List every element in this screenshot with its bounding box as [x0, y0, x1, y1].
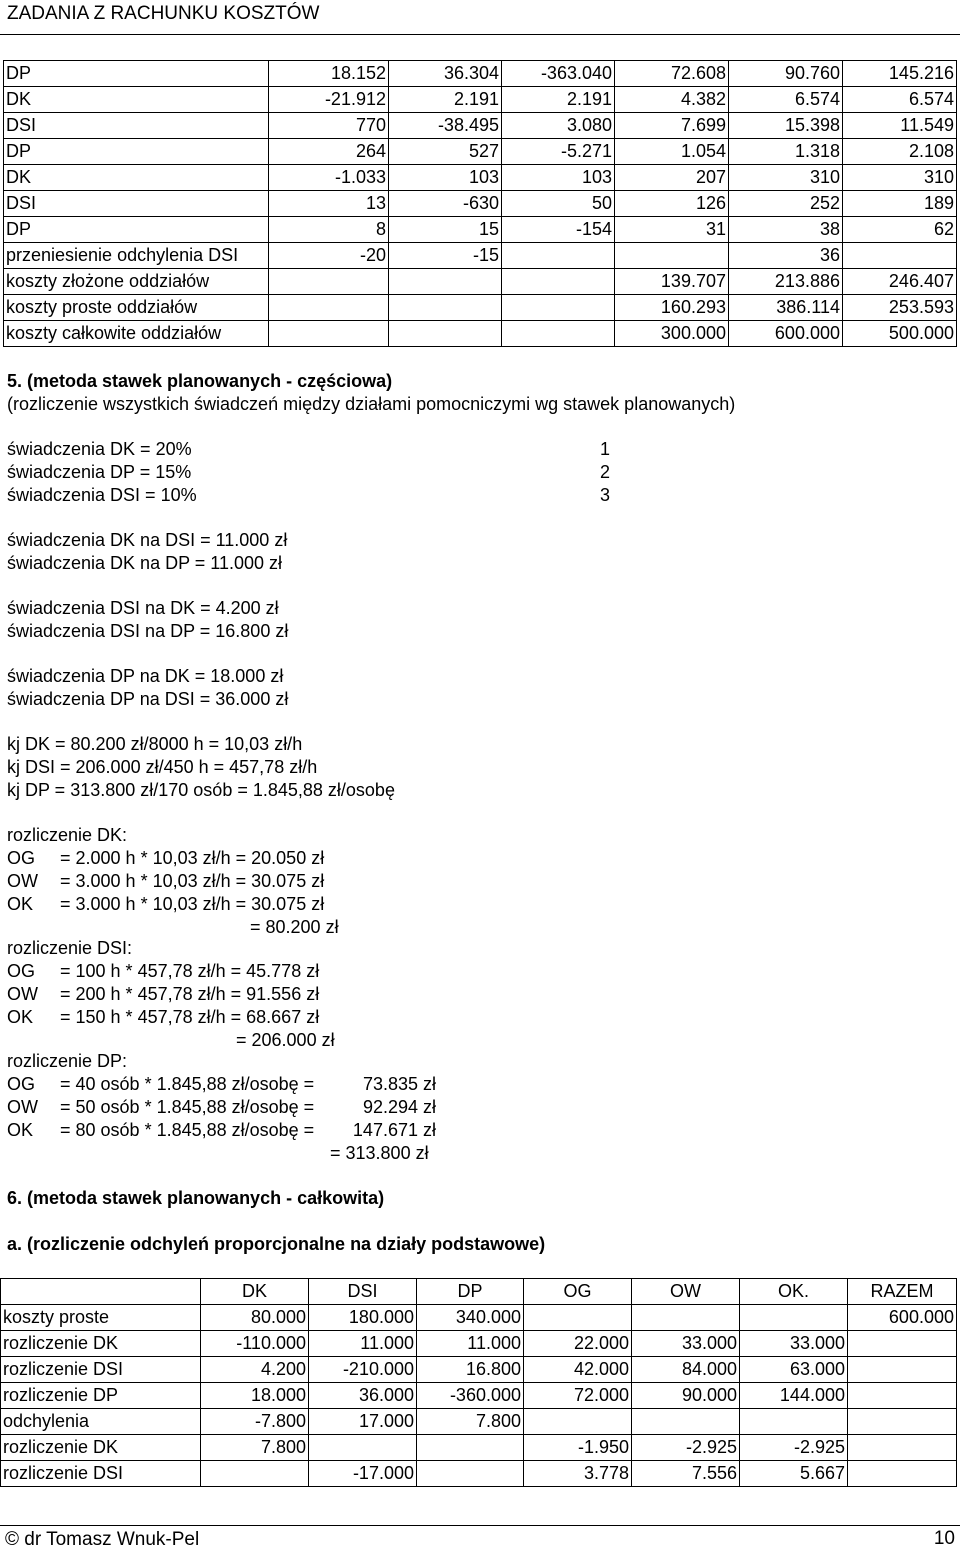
table-cell: -2.925	[740, 1435, 848, 1461]
settlement-calc: = 3.000 h * 10,03 zł/h = 30.075 zł	[60, 871, 325, 891]
service-line: świadczenia DSI na DK = 4.200 zł	[7, 598, 279, 618]
column-header: RAZEM	[848, 1279, 957, 1305]
header-divider	[0, 34, 960, 35]
row-label: odchylenia	[1, 1409, 201, 1435]
table-cell	[389, 269, 502, 295]
service-line: świadczenia DK na DP = 11.000 zł	[7, 553, 282, 573]
settlement-dept: OG	[7, 848, 36, 868]
table-cell	[502, 321, 615, 347]
table-cell: -154	[502, 217, 615, 243]
column-header: OK.	[740, 1279, 848, 1305]
table-cell: 6.574	[729, 87, 843, 113]
table-cell: 4.382	[615, 87, 729, 113]
table-row	[1, 1383, 957, 1409]
table-row	[4, 87, 957, 113]
table-cell	[848, 1357, 957, 1383]
table-cell	[740, 1305, 848, 1331]
table-cell: 126	[615, 191, 729, 217]
rate-number: 1	[600, 439, 611, 459]
service-line: świadczenia DP na DSI = 36.000 zł	[7, 689, 289, 709]
table-cell: 33.000	[632, 1331, 740, 1357]
table-cell	[848, 1461, 957, 1487]
column-header: OW	[632, 1279, 740, 1305]
settlement-dp-title: rozliczenie DP:	[7, 1051, 128, 1071]
row-label: koszty proste oddziałów	[4, 295, 269, 321]
table-cell: 17.000	[309, 1409, 417, 1435]
table-cell: 246.407	[843, 269, 957, 295]
table-cell: 63.000	[740, 1357, 848, 1383]
table-cell: 33.000	[740, 1331, 848, 1357]
table-cell	[417, 1461, 524, 1487]
table-cell: -2.925	[632, 1435, 740, 1461]
table-cell: 252	[729, 191, 843, 217]
table-cell: 6.574	[843, 87, 957, 113]
table-row	[1, 1409, 957, 1435]
table-cell: -15	[389, 243, 502, 269]
table-cell: 770	[269, 113, 389, 139]
column-header: OG	[524, 1279, 632, 1305]
service-line: świadczenia DP na DK = 18.000 zł	[7, 666, 284, 686]
table-cell: 600.000	[729, 321, 843, 347]
settlement-calc: = 40 osób * 1.845,88 zł/osobę =	[60, 1074, 315, 1094]
table-cell: 386.114	[729, 295, 843, 321]
column-header: DP	[417, 1279, 524, 1305]
table-cell	[524, 1409, 632, 1435]
table-cell: 38	[729, 217, 843, 243]
table-row	[1, 1461, 957, 1487]
settlement-calc: = 3.000 h * 10,03 zł/h = 30.075 zł	[60, 894, 325, 914]
table-row	[1, 1305, 957, 1331]
table-row	[4, 321, 957, 347]
table-cell: 8	[269, 217, 389, 243]
table-cell: -1.033	[269, 165, 389, 191]
settlement-calc: = 200 h * 457,78 zł/h = 91.556 zł	[60, 984, 320, 1004]
header-row	[1, 1279, 957, 1305]
row-label: rozliczenie DK	[1, 1331, 201, 1357]
settlement-total: = 313.800 zł	[330, 1143, 429, 1163]
settlement-dept: OK	[7, 1007, 34, 1027]
footer-author: © dr Tomasz Wnuk-Pel	[5, 1529, 200, 1550]
settlement-dsi-title: rozliczenie DSI:	[7, 938, 133, 958]
table-cell: -630	[389, 191, 502, 217]
table-cell: 500.000	[843, 321, 957, 347]
rate-line: świadczenia DP = 15%	[7, 462, 192, 482]
table-row	[4, 269, 957, 295]
rate-line: świadczenia DSI = 10%	[7, 485, 197, 505]
settlement-dept: OK	[7, 894, 34, 914]
table-row	[4, 113, 957, 139]
table-cell: -110.000	[201, 1331, 309, 1357]
table-cell: 600.000	[848, 1305, 957, 1331]
table-cell: 31	[615, 217, 729, 243]
table-cell: 5.667	[740, 1461, 848, 1487]
table-cell: 22.000	[524, 1331, 632, 1357]
table-cell	[632, 1305, 740, 1331]
table-cell: 189	[843, 191, 957, 217]
unit-cost-line: kj DK = 80.200 zł/8000 h = 10,03 zł/h	[7, 734, 303, 754]
table-cell: 50	[502, 191, 615, 217]
rate-line: świadczenia DK = 20%	[7, 439, 192, 459]
table-cell	[417, 1435, 524, 1461]
settlement-dept: OW	[7, 984, 38, 1004]
section-6a-title: a. (rozliczenie odchyleń proporcjonalne na działy podstawowe)	[7, 1234, 546, 1254]
table-cell: 15	[389, 217, 502, 243]
unit-cost-line: kj DP = 313.800 zł/170 osób = 1.845,88 zł/osobę	[7, 780, 395, 800]
table-cell	[843, 243, 957, 269]
table-cell: 36	[729, 243, 843, 269]
table-cell: -210.000	[309, 1357, 417, 1383]
table-cell: 90.760	[729, 61, 843, 87]
table-cell: 15.398	[729, 113, 843, 139]
table-cell	[615, 243, 729, 269]
table-cell: 1.054	[615, 139, 729, 165]
table-cell: 527	[389, 139, 502, 165]
table-cell	[632, 1409, 740, 1435]
table-cell	[269, 269, 389, 295]
settlement-calc: = 100 h * 457,78 zł/h = 45.778 zł	[60, 961, 320, 981]
row-label: DK	[4, 165, 269, 191]
table-row	[4, 61, 957, 87]
service-line: świadczenia DSI na DP = 16.800 zł	[7, 621, 289, 641]
table-cell: -20	[269, 243, 389, 269]
footer-page-number: 10	[933, 1528, 955, 1549]
settlement-calc: = 2.000 h * 10,03 zł/h = 20.050 zł	[60, 848, 325, 868]
row-label: koszty złożone oddziałów	[4, 269, 269, 295]
table-cell: 18.152	[269, 61, 389, 87]
row-label: DP	[4, 61, 269, 87]
row-label: DSI	[4, 191, 269, 217]
table-cell	[389, 321, 502, 347]
row-label: rozliczenie DP	[1, 1383, 201, 1409]
table-cell: 103	[389, 165, 502, 191]
table-row	[4, 165, 957, 191]
table-cell	[740, 1409, 848, 1435]
table-cell: 13	[269, 191, 389, 217]
table-row	[1, 1331, 957, 1357]
table-cell: 2.191	[502, 87, 615, 113]
row-label: rozliczenie DSI	[1, 1461, 201, 1487]
table-row	[4, 295, 957, 321]
table-row	[4, 217, 957, 243]
row-label: rozliczenie DK	[1, 1435, 201, 1461]
table-cell: 310	[843, 165, 957, 191]
table-cell: 11.000	[417, 1331, 524, 1357]
rate-number: 2	[600, 462, 611, 482]
table-cell: 7.800	[201, 1435, 309, 1461]
table-cell	[309, 1435, 417, 1461]
table-cell: 139.707	[615, 269, 729, 295]
page-header-title: ZADANIA Z RACHUNKU KOSZTÓW	[7, 3, 320, 24]
settlement-calc: = 150 h * 457,78 zł/h = 68.667 zł	[60, 1007, 320, 1027]
rate-number: 3	[600, 485, 611, 505]
table-cell: -38.495	[389, 113, 502, 139]
table-cell: 7.699	[615, 113, 729, 139]
table-cell	[502, 295, 615, 321]
table-cell: 36.000	[309, 1383, 417, 1409]
row-label: koszty całkowite oddziałów	[4, 321, 269, 347]
table-cell	[848, 1383, 957, 1409]
table-cell: 253.593	[843, 295, 957, 321]
settlement-dk-title: rozliczenie DK:	[7, 825, 128, 845]
service-line: świadczenia DK na DSI = 11.000 zł	[7, 530, 288, 550]
table-cell: 300.000	[615, 321, 729, 347]
table-cell: 2.108	[843, 139, 957, 165]
table-cell: 310	[729, 165, 843, 191]
row-label: DP	[4, 217, 269, 243]
unit-cost-line: kj DSI = 206.000 zł/450 h = 457,78 zł/h	[7, 757, 318, 777]
column-header: DK	[201, 1279, 309, 1305]
table-cell	[848, 1409, 957, 1435]
table-row	[4, 139, 957, 165]
table-cell	[201, 1461, 309, 1487]
settlement-dept: OG	[7, 961, 36, 981]
table-cell	[848, 1331, 957, 1357]
settlement-total: = 80.200 zł	[250, 917, 339, 937]
settlement-dept: OG	[7, 1074, 36, 1094]
column-header: DSI	[309, 1279, 417, 1305]
table-cell: 3.080	[502, 113, 615, 139]
table-cell: 11.549	[843, 113, 957, 139]
table-cell	[269, 295, 389, 321]
table-cell: 7.556	[632, 1461, 740, 1487]
table-cell: 264	[269, 139, 389, 165]
table-cell: 144.000	[740, 1383, 848, 1409]
settlement-calc: = 80 osób * 1.845,88 zł/osobę =	[60, 1120, 315, 1140]
table-cell: 62	[843, 217, 957, 243]
row-label: przeniesienie odchylenia DSI	[4, 243, 269, 269]
table-cell: 213.886	[729, 269, 843, 295]
table-cell: 36.304	[389, 61, 502, 87]
table-cell: 4.200	[201, 1357, 309, 1383]
settlement-dept: OW	[7, 1097, 38, 1117]
table-cell: 90.000	[632, 1383, 740, 1409]
settlement-dept: OW	[7, 871, 38, 891]
table-cell: -5.271	[502, 139, 615, 165]
table-cell: 16.800	[417, 1357, 524, 1383]
table-cell	[389, 295, 502, 321]
table-cell: 3.778	[524, 1461, 632, 1487]
table-cell: 160.293	[615, 295, 729, 321]
footer-divider	[0, 1525, 960, 1526]
table-cell	[848, 1435, 957, 1461]
row-label: DP	[4, 139, 269, 165]
variance-allocation-table	[0, 1278, 957, 1487]
table-cell	[269, 321, 389, 347]
table-cell: 42.000	[524, 1357, 632, 1383]
table-cell: 340.000	[417, 1305, 524, 1331]
table-row	[1, 1357, 957, 1383]
table-cell: 84.000	[632, 1357, 740, 1383]
settlement-total: = 206.000 zł	[236, 1030, 335, 1050]
settlement-calc: = 50 osób * 1.845,88 zł/osobę =	[60, 1097, 315, 1117]
table-cell: 7.800	[417, 1409, 524, 1435]
table-cell: 1.318	[729, 139, 843, 165]
row-label: rozliczenie DSI	[1, 1357, 201, 1383]
table-cell: -21.912	[269, 87, 389, 113]
table-cell: 207	[615, 165, 729, 191]
settlement-amount: 147.671 zł	[352, 1120, 436, 1140]
table-cell: 72.000	[524, 1383, 632, 1409]
table-cell: 145.216	[843, 61, 957, 87]
table-cell: 72.608	[615, 61, 729, 87]
table-cell: 2.191	[389, 87, 502, 113]
table-row	[4, 191, 957, 217]
row-label: DK	[4, 87, 269, 113]
allocation-table	[3, 60, 957, 347]
table-cell: -360.000	[417, 1383, 524, 1409]
row-label: DSI	[4, 113, 269, 139]
table-cell: 180.000	[309, 1305, 417, 1331]
column-header	[1, 1279, 201, 1305]
settlement-amount: 73.835 zł	[362, 1074, 436, 1094]
table-cell: 18.000	[201, 1383, 309, 1409]
table-cell: -1.950	[524, 1435, 632, 1461]
table-cell: 80.000	[201, 1305, 309, 1331]
section-5-subtitle: (rozliczenie wszystkich świadczeń między działami pomocniczymi wg stawek planowanych)	[7, 394, 736, 414]
table-cell: -17.000	[309, 1461, 417, 1487]
table-cell: 11.000	[309, 1331, 417, 1357]
settlement-amount: 92.294 zł	[362, 1097, 436, 1117]
section-6-title: 6. (metoda stawek planowanych - całkowita)	[7, 1188, 385, 1208]
table-row	[1, 1435, 957, 1461]
table-cell: -7.800	[201, 1409, 309, 1435]
settlement-dept: OK	[7, 1120, 34, 1140]
row-label: koszty proste	[1, 1305, 201, 1331]
table-cell: -363.040	[502, 61, 615, 87]
table-cell	[524, 1305, 632, 1331]
table-row	[4, 243, 957, 269]
table-cell: 103	[502, 165, 615, 191]
table-cell	[502, 243, 615, 269]
table-cell	[502, 269, 615, 295]
section-5-title: 5. (metoda stawek planowanych - częściowa)	[7, 371, 393, 391]
